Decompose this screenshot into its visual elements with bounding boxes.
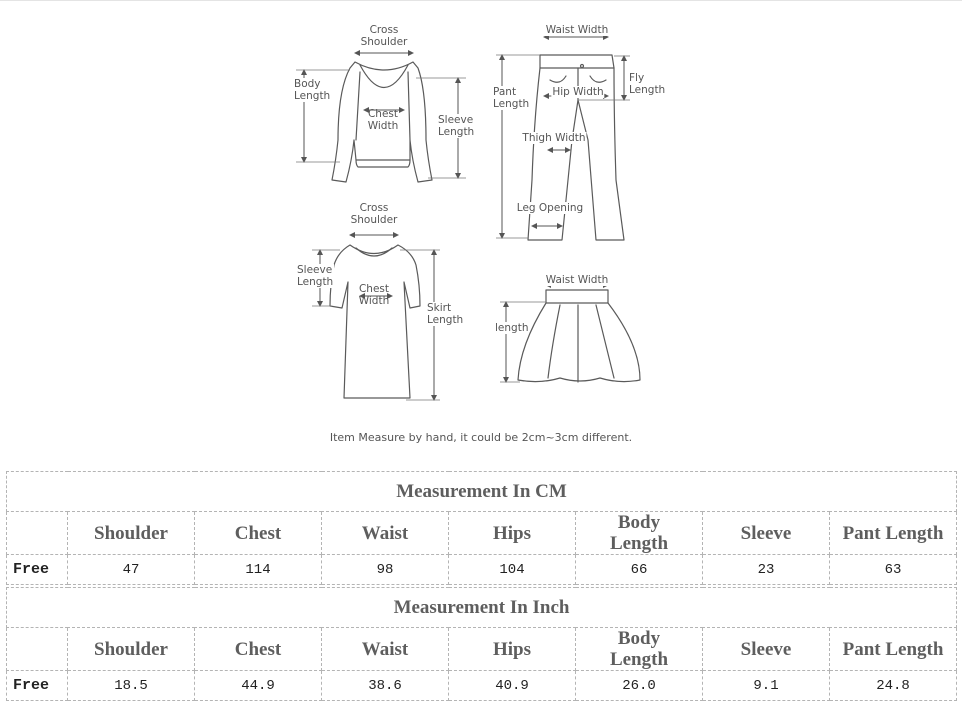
- table-title: Measurement In CM: [7, 472, 957, 512]
- label-skirt-length: Skirt Length: [427, 302, 464, 326]
- header-empty: [7, 512, 68, 555]
- label-leg-opening: Leg Opening: [516, 202, 584, 214]
- header-sleeve: Sleeve: [703, 628, 830, 671]
- label-fly-length: Fly Length: [629, 72, 666, 96]
- cell-shoulder: 18.5: [68, 671, 195, 701]
- header-hips: Hips: [449, 512, 576, 555]
- header-body-length: Body Length: [576, 628, 703, 671]
- cell-hips: 104: [449, 555, 576, 585]
- header-chest: Chest: [195, 628, 322, 671]
- table-row: [7, 555, 957, 585]
- header-hips: Hips: [449, 628, 576, 671]
- label-hip-width: Hip Width: [552, 86, 604, 98]
- skirt-sketch: [518, 290, 640, 382]
- table-row: [7, 671, 957, 701]
- label-dress-chest-width: Chest Width: [358, 283, 390, 307]
- table-header-row: [7, 512, 957, 555]
- header-shoulder: Shoulder: [68, 628, 195, 671]
- cell-chest: 114: [195, 555, 322, 585]
- label-body-length: Body Length: [294, 78, 331, 102]
- header-pant-length: Pant Length: [830, 512, 957, 555]
- size-table-cm: [6, 471, 957, 585]
- header-shoulder: Shoulder: [68, 512, 195, 555]
- header-sleeve: Sleeve: [703, 512, 830, 555]
- header-body-length: Body Length: [576, 512, 703, 555]
- cell-sleeve: 23: [703, 555, 830, 585]
- label-dress-sleeve-length: Sleeve Length: [297, 264, 334, 288]
- cell-hips: 40.9: [449, 671, 576, 701]
- size-table-inch: [6, 587, 957, 701]
- label-sleeve-length: Sleeve Length: [438, 114, 475, 138]
- cell-shoulder: 47: [68, 555, 195, 585]
- cell-waist: 38.6: [322, 671, 449, 701]
- cell-body-length: 66: [576, 555, 703, 585]
- row-label: Free: [7, 671, 68, 701]
- header-pant-length: Pant Length: [830, 628, 957, 671]
- label-waist-width: Waist Width: [545, 24, 609, 36]
- label-dress-cross-shoulder: Cross Shoulder: [350, 202, 398, 226]
- header-empty: [7, 628, 68, 671]
- cell-sleeve: 9.1: [703, 671, 830, 701]
- dress-sketch: [330, 245, 420, 398]
- label-chest-width: Chest Width: [367, 108, 399, 132]
- label-thigh-width: Thigh Width: [522, 132, 586, 144]
- cell-body-length: 26.0: [576, 671, 703, 701]
- cell-pant-length: 63: [830, 555, 957, 585]
- label-pant-length: Pant Length: [493, 86, 530, 110]
- cell-waist: 98: [322, 555, 449, 585]
- header-chest: Chest: [195, 512, 322, 555]
- measure-note: Item Measure by hand, it could be 2cm~3cm different.: [329, 431, 633, 444]
- cell-chest: 44.9: [195, 671, 322, 701]
- row-label: Free: [7, 555, 68, 585]
- label-cross-shoulder: Cross Shoulder: [360, 24, 408, 48]
- cell-pant-length: 24.8: [830, 671, 957, 701]
- table-header-row: [7, 628, 957, 671]
- header-waist: Waist: [322, 628, 449, 671]
- header-waist: Waist: [322, 512, 449, 555]
- table-title: Measurement In Inch: [7, 588, 957, 628]
- label-skirt-length-short: length: [495, 322, 529, 334]
- label-skirt-waist-width: Waist Width: [545, 274, 609, 286]
